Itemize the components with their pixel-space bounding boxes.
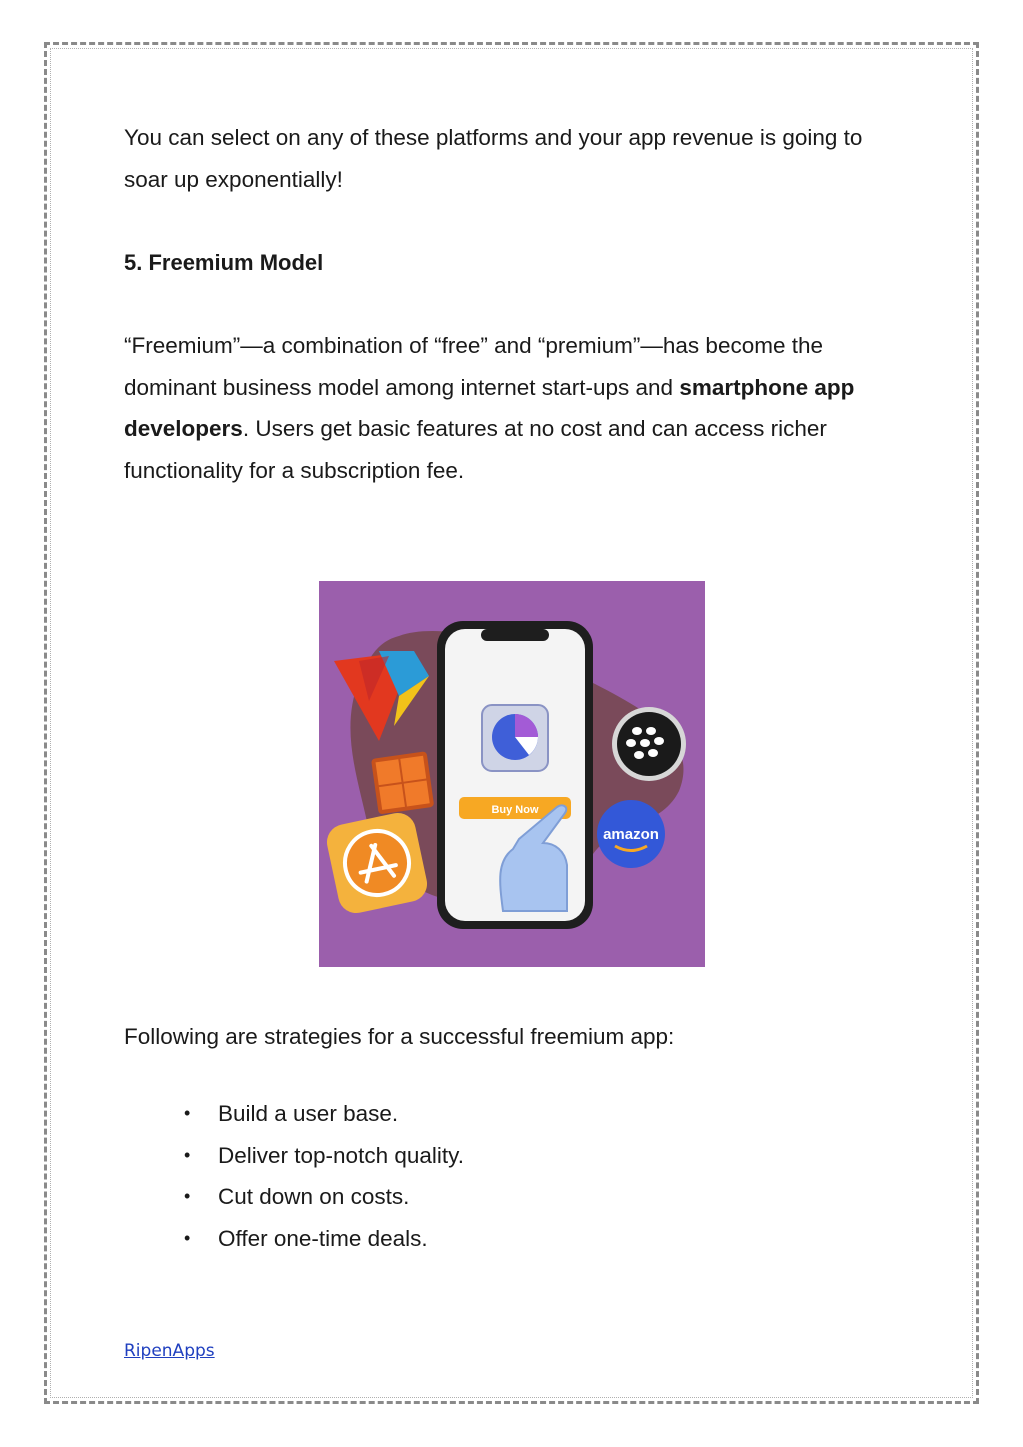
section-heading: 5. Freemium Model [124, 250, 324, 275]
list-item [184, 1135, 464, 1177]
list-item-text: Cut down on costs. [218, 1184, 410, 1209]
freemium-paragraph-bold: smartphone app developers [124, 374, 855, 441]
bullet-icon: • [184, 1186, 191, 1206]
amazon-icon [597, 800, 665, 868]
list-item-text: Offer one-time deals. [218, 1225, 428, 1251]
amazon-label: amazon [603, 826, 659, 843]
bullet-icon: • [184, 1103, 191, 1123]
intro-paragraph: You can select on any of these platforms and your app revenue is going to soar up exponentially! [124, 125, 863, 192]
blackberry-icon [612, 707, 686, 781]
bullet-icon: • [184, 1227, 191, 1248]
footer-link[interactable]: RipenApps [124, 1341, 215, 1361]
strategies-list [184, 1093, 464, 1259]
phone [437, 621, 593, 929]
list-item [184, 1176, 464, 1218]
app-store-icon [324, 810, 431, 917]
freemium-paragraph-text-1: “Freemium”—a combination of “free” and “premium”—has become the dominant business model among internet start-ups and [124, 333, 824, 400]
freemium-paragraph [124, 325, 904, 491]
bullet-icon: • [184, 1144, 191, 1165]
windows-icon [371, 751, 434, 814]
freemium-illustration [319, 581, 705, 967]
buy-now-label: Buy Now [491, 804, 539, 816]
freemium-paragraph-text-2: . Users get basic features at no cost and can access richer functionality for a subscription fee. [124, 416, 827, 483]
list-item-text: Build a user base. [218, 1101, 399, 1126]
strategies-intro: Following are strategies for a successful freemium app: [124, 1024, 675, 1049]
list-item [184, 1218, 464, 1260]
list-item-text: Deliver top-notch quality. [218, 1142, 464, 1168]
list-item [184, 1093, 464, 1135]
